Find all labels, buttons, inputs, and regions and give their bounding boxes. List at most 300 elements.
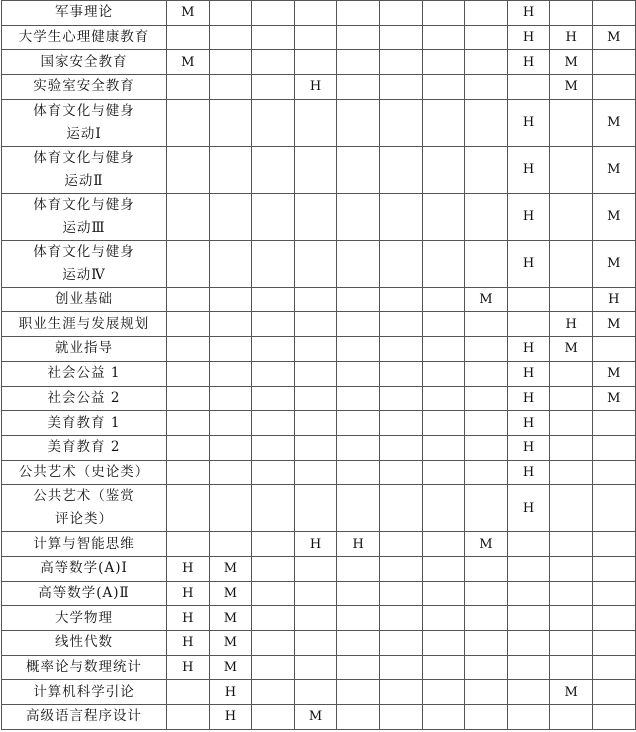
course-name-cell [2,99,167,146]
relevance-cell [422,485,465,532]
relevance-cell [379,99,422,146]
relevance-cell [337,435,380,460]
relevance-cell [465,485,508,532]
relevance-cell [337,337,380,362]
relevance-cell [422,581,465,606]
course-name: 军事理论 [55,4,113,21]
relevance-cell: M [592,312,635,337]
relevance-cell [592,680,635,705]
relevance-cell [337,193,380,240]
table-row [2,337,636,362]
relevance-cell [550,146,593,193]
relevance-cell [167,386,210,411]
table-row [2,75,636,100]
course-name-cell [2,50,167,75]
relevance-cell [507,581,550,606]
relevance-cell [507,606,550,631]
relevance-cell [167,146,210,193]
course-name-cell [2,705,167,730]
relevance-cell [465,435,508,460]
relevance-cell: M [167,50,210,75]
relevance-cell [550,532,593,557]
relevance-cell [592,1,635,26]
course-name-cell [2,361,167,386]
relevance-cell [465,337,508,362]
relevance-cell: H [167,556,210,581]
relevance-cell [337,361,380,386]
relevance-cell [252,705,295,730]
relevance-cell: M [592,25,635,50]
relevance-cell [422,460,465,485]
relevance-cell: H [167,581,210,606]
relevance-cell: H [507,50,550,75]
relevance-cell [422,680,465,705]
relevance-cell [337,655,380,680]
relevance-cell [294,1,337,26]
relevance-cell [550,193,593,240]
relevance-cell [465,50,508,75]
relevance-cell [592,655,635,680]
relevance-cell [252,631,295,656]
relevance-cell: M [592,361,635,386]
relevance-cell [550,1,593,26]
relevance-cell: H [167,631,210,656]
relevance-cell [337,460,380,485]
relevance-cell [379,556,422,581]
relevance-cell [592,50,635,75]
relevance-cell [422,287,465,312]
course-name-cell [2,25,167,50]
relevance-cell [337,680,380,705]
course-name: 高级语言程序设计 [26,708,142,725]
relevance-cell [592,606,635,631]
relevance-cell [550,287,593,312]
course-name-cell [2,680,167,705]
relevance-cell [209,460,252,485]
relevance-cell: H [167,606,210,631]
relevance-cell: H [507,146,550,193]
relevance-cell [422,240,465,287]
relevance-cell [507,655,550,680]
relevance-cell [294,655,337,680]
relevance-cell [465,460,508,485]
relevance-cell [337,75,380,100]
relevance-cell [550,631,593,656]
course-name: 就业指导 [55,340,113,357]
relevance-cell: M [592,146,635,193]
relevance-cell [294,337,337,362]
relevance-cell [337,99,380,146]
relevance-cell [167,193,210,240]
relevance-cell [379,485,422,532]
relevance-cell: H [209,680,252,705]
relevance-cell [167,411,210,436]
relevance-cell [294,193,337,240]
table-row [2,581,636,606]
relevance-cell [592,581,635,606]
relevance-cell [252,312,295,337]
relevance-cell: M [550,50,593,75]
relevance-cell [294,146,337,193]
relevance-cell: H [337,532,380,557]
relevance-cell [337,631,380,656]
relevance-cell [379,581,422,606]
course-name: 概率论与数理统计 [26,659,142,676]
relevance-cell [294,386,337,411]
relevance-cell [294,556,337,581]
relevance-cell [167,435,210,460]
relevance-cell [465,240,508,287]
relevance-cell [209,435,252,460]
relevance-cell [422,146,465,193]
relevance-cell [550,411,593,436]
relevance-cell [422,386,465,411]
relevance-cell [379,411,422,436]
relevance-cell [422,25,465,50]
relevance-cell [337,25,380,50]
relevance-cell: M [550,337,593,362]
table-row [2,655,636,680]
relevance-cell [379,705,422,730]
relevance-cell: H [507,1,550,26]
relevance-cell [379,435,422,460]
relevance-cell [337,146,380,193]
relevance-cell: M [592,193,635,240]
relevance-cell: M [209,581,252,606]
table-row [2,50,636,75]
relevance-cell [209,240,252,287]
course-name: 体育文化与健身运动Ⅱ [33,149,135,189]
relevance-cell [209,50,252,75]
course-name-cell [2,240,167,287]
course-name-cell [2,287,167,312]
relevance-cell [294,99,337,146]
relevance-cell [209,386,252,411]
course-name-cell [2,193,167,240]
relevance-cell: M [465,532,508,557]
relevance-cell: H [550,25,593,50]
relevance-cell [337,556,380,581]
relevance-cell [465,312,508,337]
relevance-cell: H [294,75,337,100]
relevance-cell [252,1,295,26]
relevance-cell [252,680,295,705]
relevance-cell [379,680,422,705]
table-row [2,606,636,631]
relevance-cell [252,460,295,485]
relevance-cell [465,99,508,146]
relevance-cell [252,75,295,100]
relevance-cell [507,631,550,656]
relevance-cell [337,411,380,436]
table-row [2,556,636,581]
relevance-cell [167,705,210,730]
relevance-cell [379,655,422,680]
relevance-cell [252,386,295,411]
course-name: 公共艺术（史论类） [18,463,150,480]
relevance-cell [465,146,508,193]
relevance-cell [465,386,508,411]
course-name: 公共艺术（鉴赏评论类） [33,488,135,528]
relevance-cell [592,75,635,100]
relevance-cell [294,581,337,606]
course-name: 社会公益 1 [47,365,121,382]
relevance-cell [167,75,210,100]
course-name: 高等数学(A)Ⅰ [40,560,128,577]
relevance-cell [252,655,295,680]
relevance-cell [422,337,465,362]
relevance-cell [167,337,210,362]
relevance-cell [422,435,465,460]
relevance-cell: H [507,240,550,287]
relevance-cell [507,680,550,705]
relevance-cell [337,581,380,606]
relevance-cell: M [465,287,508,312]
relevance-cell [507,705,550,730]
relevance-cell: H [167,655,210,680]
course-name-cell [2,435,167,460]
relevance-cell [550,435,593,460]
course-name: 创业基础 [55,291,113,308]
relevance-cell [422,532,465,557]
relevance-cell [337,386,380,411]
table-row [2,411,636,436]
relevance-cell: M [294,705,337,730]
course-name-cell [2,1,167,26]
relevance-cell [379,337,422,362]
relevance-cell [209,337,252,362]
table-row [2,193,636,240]
course-name-cell [2,146,167,193]
course-name: 计算机科学引论 [33,683,135,700]
relevance-cell [209,193,252,240]
table-row [2,361,636,386]
relevance-cell [592,556,635,581]
relevance-cell [422,411,465,436]
relevance-cell [550,386,593,411]
course-name: 实验室安全教育 [33,78,135,95]
relevance-cell [252,50,295,75]
relevance-cell [592,411,635,436]
table-row [2,312,636,337]
relevance-cell [252,240,295,287]
relevance-cell [507,75,550,100]
course-name: 职业生涯与发展规划 [18,315,150,332]
relevance-cell [422,99,465,146]
table-row [2,705,636,730]
course-name: 体育文化与健身运动Ⅳ [33,243,135,283]
relevance-cell [550,705,593,730]
relevance-cell: M [550,75,593,100]
relevance-cell [294,485,337,532]
relevance-cell [550,485,593,532]
relevance-cell [592,705,635,730]
relevance-cell: M [550,680,593,705]
course-name-cell [2,532,167,557]
relevance-cell [465,631,508,656]
relevance-cell [252,337,295,362]
relevance-cell [465,361,508,386]
table-row [2,146,636,193]
relevance-cell [379,193,422,240]
relevance-cell [337,485,380,532]
relevance-cell [337,705,380,730]
relevance-cell [294,460,337,485]
course-name-cell [2,460,167,485]
course-name: 体育文化与健身运动Ⅲ [33,196,135,236]
relevance-cell [550,361,593,386]
relevance-cell [337,50,380,75]
course-name: 美育教育 2 [47,439,121,456]
relevance-cell [422,1,465,26]
relevance-cell [592,485,635,532]
relevance-cell [592,631,635,656]
course-name: 体育文化与健身运动Ⅰ [33,102,135,142]
table-row [2,1,636,26]
relevance-cell [465,25,508,50]
relevance-cell: H [592,287,635,312]
relevance-cell: H [507,411,550,436]
relevance-cell [507,312,550,337]
relevance-cell [422,312,465,337]
relevance-cell: H [550,312,593,337]
table-row [2,532,636,557]
relevance-cell [379,1,422,26]
course-name: 大学物理 [55,609,113,626]
relevance-cell [465,1,508,26]
relevance-cell [209,532,252,557]
relevance-cell [209,411,252,436]
relevance-cell [379,287,422,312]
relevance-cell [550,460,593,485]
table-row [2,435,636,460]
relevance-cell [465,581,508,606]
relevance-cell [422,361,465,386]
relevance-cell [167,532,210,557]
relevance-cell [294,25,337,50]
course-name-cell [2,631,167,656]
table-row [2,99,636,146]
relevance-cell [294,240,337,287]
relevance-cell [167,485,210,532]
relevance-cell [209,312,252,337]
relevance-cell: M [209,606,252,631]
relevance-cell [252,287,295,312]
course-name-cell [2,655,167,680]
relevance-cell [507,287,550,312]
relevance-cell [379,146,422,193]
course-matrix-table [1,0,636,730]
course-name: 大学生心理健康教育 [18,29,150,46]
table-row [2,631,636,656]
table-row [2,240,636,287]
relevance-cell [167,25,210,50]
relevance-cell [252,193,295,240]
relevance-cell [252,485,295,532]
course-matrix-body [2,1,636,730]
relevance-cell [167,361,210,386]
relevance-cell: M [209,631,252,656]
relevance-cell [592,532,635,557]
relevance-cell [252,532,295,557]
relevance-cell [507,556,550,581]
relevance-cell [550,606,593,631]
relevance-cell [592,435,635,460]
relevance-cell [422,75,465,100]
relevance-cell [294,287,337,312]
relevance-cell [379,75,422,100]
relevance-cell [252,361,295,386]
relevance-cell [422,556,465,581]
relevance-cell [379,25,422,50]
relevance-cell [592,337,635,362]
relevance-cell [465,193,508,240]
relevance-cell [167,312,210,337]
course-name: 社会公益 2 [47,389,121,406]
course-name-cell [2,75,167,100]
relevance-cell [550,240,593,287]
relevance-cell [252,411,295,436]
relevance-cell [252,25,295,50]
relevance-cell [209,146,252,193]
relevance-cell [379,631,422,656]
relevance-cell [294,606,337,631]
relevance-cell [209,485,252,532]
relevance-cell: M [592,99,635,146]
relevance-cell [422,606,465,631]
relevance-cell [252,606,295,631]
relevance-cell [167,99,210,146]
relevance-cell [422,631,465,656]
table-row [2,386,636,411]
relevance-cell [209,75,252,100]
relevance-cell [294,411,337,436]
relevance-cell [550,99,593,146]
relevance-cell [379,312,422,337]
relevance-cell [507,532,550,557]
relevance-cell [252,435,295,460]
relevance-cell: M [209,556,252,581]
relevance-cell [252,556,295,581]
course-name-cell [2,556,167,581]
relevance-cell [379,606,422,631]
relevance-cell: H [507,485,550,532]
course-name-cell [2,581,167,606]
course-name-cell [2,337,167,362]
course-name: 线性代数 [55,634,113,651]
relevance-cell: H [507,99,550,146]
relevance-cell [337,606,380,631]
relevance-cell [209,287,252,312]
relevance-cell [337,312,380,337]
relevance-cell [379,361,422,386]
table-row [2,287,636,312]
relevance-cell [337,287,380,312]
relevance-cell [252,146,295,193]
course-name-cell [2,411,167,436]
table-row [2,460,636,485]
relevance-cell [422,705,465,730]
course-name: 美育教育 1 [47,414,121,431]
relevance-cell: H [294,532,337,557]
relevance-cell: H [507,337,550,362]
course-name: 高等数学(A)Ⅱ [38,584,130,601]
relevance-cell [252,581,295,606]
relevance-cell [379,50,422,75]
relevance-cell: H [507,193,550,240]
relevance-cell: H [209,705,252,730]
relevance-cell: M [592,386,635,411]
